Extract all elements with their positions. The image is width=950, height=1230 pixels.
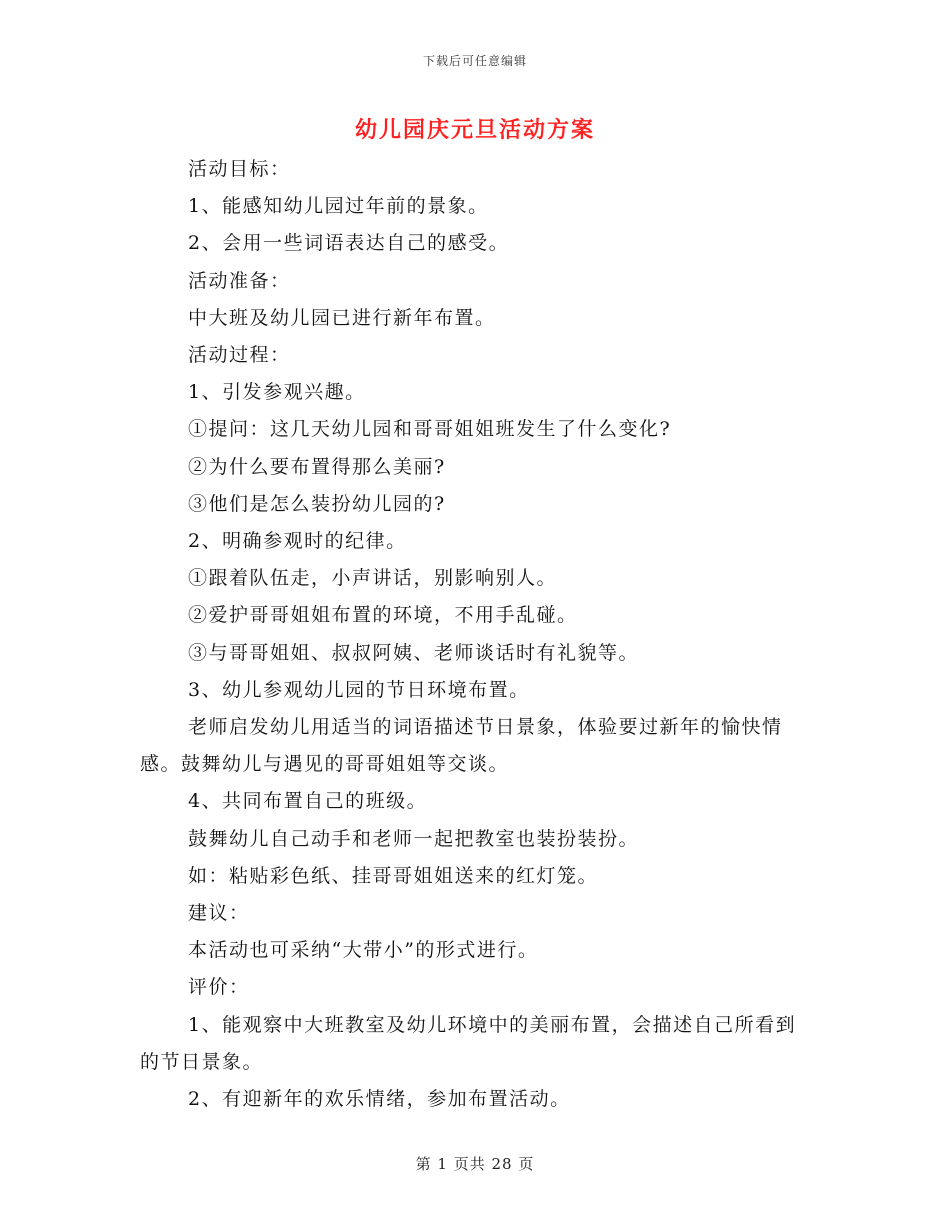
- paragraph-question-2: ②为什么要布置得那么美丽?: [188, 455, 446, 478]
- paragraph-evaluation-heading: 评价：: [188, 976, 250, 999]
- paragraph-question-3: ③他们是怎么装扮幼儿园的?: [188, 492, 446, 515]
- paragraph-evaluation-2: 2、有迎新年的欢乐情绪，参加布置活动。: [188, 1088, 571, 1111]
- paragraph-process-step-3: 3、幼儿参观幼儿园的节日环境布置。: [188, 678, 530, 701]
- paragraph-process-step-2: 2、明确参观时的纪律。: [188, 530, 407, 553]
- paragraph-process-step-1: 1、引发参观兴趣。: [188, 381, 366, 404]
- header-note: 下载后可任意编辑: [422, 54, 527, 68]
- paragraph-goal-2: 2、会用一些词语表达自己的感受。: [188, 232, 510, 255]
- paragraph-rule-1: ①跟着队伍走，小声讲话，别影响别人。: [188, 567, 558, 590]
- paragraph-preparation-text: 中大班及幼儿园已进行新年布置。: [188, 306, 496, 329]
- paragraph-goal-1: 1、能感知幼儿园过年前的景象。: [188, 195, 489, 218]
- paragraph-suggestion-heading: 建议：: [188, 902, 250, 925]
- paragraph-rule-3: ③与哥哥姐姐、叔叔阿姨、老师谈话时有礼貌等。: [188, 641, 640, 664]
- paragraph-activity-goals-heading: 活动目标：: [188, 158, 291, 180]
- document-body: [140, 151, 812, 1118]
- paragraph-preparation-heading: 活动准备：: [188, 269, 291, 292]
- paragraph-rule-2: ②爱护哥哥姐姐布置的环境，不用手乱碰。: [188, 604, 578, 627]
- paragraph-suggestion-text: 本活动也可采纳“大带小”的形式进行。: [188, 939, 539, 962]
- paragraph-question-1: ①提问：这几天幼儿园和哥哥姐姐班发生了什么变化?: [188, 418, 672, 441]
- page-number-footer: 第 1 页共 28 页: [415, 1155, 535, 1173]
- paragraph-teacher-guidance: 老师启发幼儿用适当的词语描述节日景象，体验要过新年的愉快情感。鼓舞幼儿与遇见的哥哥姐姐等交谈。: [140, 716, 783, 776]
- paragraph-evaluation-1: 1、能观察中大班教室及幼儿环境中的美丽布置，会描述自己所看到的节日景象。: [140, 1013, 797, 1073]
- document-title: 幼儿园庆元旦活动方案: [354, 117, 595, 143]
- paragraph-process-heading: 活动过程：: [188, 344, 291, 367]
- paragraph-decorate-classroom: 鼓舞幼儿自己动手和老师一起把教室也装扮装扮。: [188, 827, 640, 850]
- paragraph-example: 如：粘贴彩色纸、挂哥哥姐姐送来的红灯笼。: [188, 864, 599, 887]
- paragraph-process-step-4: 4、共同布置自己的班级。: [188, 790, 428, 813]
